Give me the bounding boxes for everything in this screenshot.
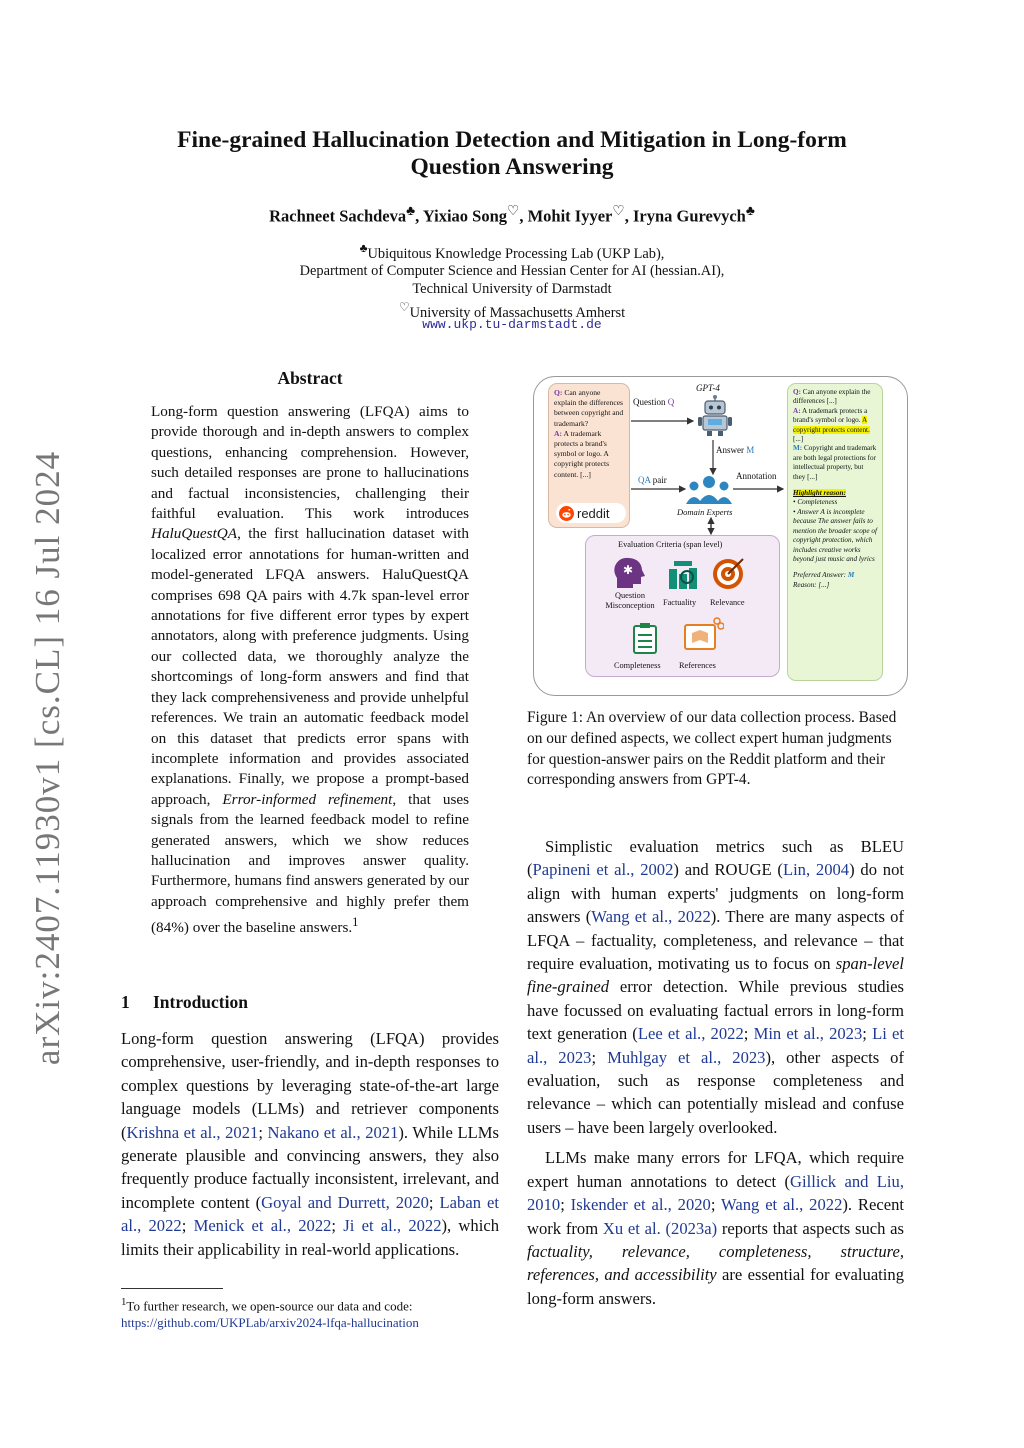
text-run: error detection. While previous studies have focussed on evaluating factual errors in long-form text generation ( bbox=[527, 977, 904, 1044]
citation-link[interactable]: Lee et al., 2022 bbox=[637, 1024, 744, 1044]
criteria-references: References bbox=[679, 661, 716, 670]
citation-link[interactable]: Laban et al., 2022 bbox=[121, 1192, 499, 1236]
dataset-name: HaluQuestQA bbox=[151, 525, 238, 543]
citation-link[interactable]: Muhlgay et al., 2023 bbox=[607, 1047, 766, 1067]
footnote bbox=[121, 1294, 511, 1331]
section-heading bbox=[121, 992, 248, 1013]
author-mark: ♡ bbox=[507, 203, 520, 218]
text-run: ; bbox=[743, 1024, 754, 1044]
author-name: Iryna Gurevych bbox=[632, 206, 746, 226]
reason-bullet: Completeness bbox=[797, 498, 838, 507]
footnote-mark: 1 bbox=[121, 1296, 127, 1308]
text-run: LLMs make many errors for LFQA, which require expert human annotations to detect ( bbox=[527, 1148, 904, 1191]
author-mark: ♣ bbox=[745, 203, 755, 218]
text-run: reports that aspects such as bbox=[717, 1218, 905, 1238]
footnote-text: To further research, we open-source our data and code: bbox=[126, 1298, 413, 1314]
method-name: Error-informed refinement bbox=[222, 790, 393, 808]
citation-link[interactable]: Gillick and Liu, 2010 bbox=[527, 1171, 904, 1215]
footnote-mark[interactable]: 1 bbox=[352, 915, 359, 930]
preferred-answer-label: Preferred Answer: bbox=[793, 571, 847, 580]
a-text: A trademark protects a brand's symbol or logo. A copyright protects content. [...] bbox=[554, 428, 610, 479]
text-run: are essential for evaluating long-form answers. bbox=[527, 1265, 904, 1308]
a-text: A trademark protects a brand's symbol or logo. bbox=[793, 406, 868, 425]
highlighted-span: A copyright protects content. bbox=[793, 416, 870, 434]
citation-link[interactable]: Goyal and Durrett, 2020 bbox=[261, 1192, 429, 1212]
citation-link[interactable]: Krishna et al., 2021 bbox=[126, 1122, 259, 1142]
author-name: Yixiao Song bbox=[422, 206, 508, 226]
text-run: ) do not align with human experts' judgments on long-form answers ( bbox=[527, 860, 905, 927]
text-run: Simplistic evaluation metrics such as BLEU ( bbox=[527, 837, 904, 880]
answer-arrow-label bbox=[716, 445, 754, 455]
question-label: Question bbox=[633, 397, 666, 407]
completeness-icon bbox=[632, 622, 658, 654]
emphasis: span-level fine-grained bbox=[527, 954, 904, 997]
text-run: Long-form question answering (LFQA) provides comprehensive, user-friendly, and in-depth responses to complex questions by leveraging state-of-the-art large language models (LLMs) and retriever components ( bbox=[121, 1029, 499, 1142]
citation-link[interactable]: Li et al., 2023 bbox=[527, 1024, 904, 1067]
answer-label: Answer bbox=[716, 445, 744, 455]
text-run: ), other aspects of evaluation, such as response completeness and relevance – which can potentially mislead and confuse users – have been largely overlooked. bbox=[527, 1047, 904, 1137]
qa-pair-label bbox=[638, 475, 667, 485]
github-link[interactable]: https://github.com/UKPLab/arxiv2024-lfqa-hallucination bbox=[121, 1315, 419, 1331]
affil-mark: ♡ bbox=[398, 299, 410, 314]
text-run: ). Recent work from bbox=[527, 1195, 904, 1238]
figure-caption: Figure 1: An overview of our data collection process. Based on our defined aspects, we collect expert human judgments for question-answer pairs on the Reddit platform and their corresponding answers from GPT-4. bbox=[527, 709, 897, 789]
citation-link[interactable]: Papineni et al., 2002 bbox=[532, 860, 674, 880]
domain-experts-icon bbox=[686, 474, 732, 506]
m-label: M: bbox=[793, 444, 803, 453]
citation-link[interactable]: Nakano et al., 2021 bbox=[267, 1122, 399, 1142]
author-name: Mohit Iyyer bbox=[527, 206, 613, 226]
emphasis: factuality, relevance, completeness, structure, references, and accessibility bbox=[527, 1241, 904, 1285]
affil-line: University of Massachusetts Amherst bbox=[409, 304, 626, 321]
reason-bullet: Answer A is incomplete because The answer fails to mention the broader scope of copyright protection, which includes creative works beyond just music and lyrics bbox=[793, 507, 877, 563]
annotated-answer-box: Q: Can anyone explain the differences [...] A: A trademark protects a brand's symbol or logo. A copyright protects content. [...] M: Copyright and trademark are both legal protections for intellectual property, but they [...] Highlight reason: • Completeness • Answer A is incomplete because The answer fails to mention the broader scope of copyright protection, which includes creative works beyond just music and lyrics Preferred Answer: M Reason: [...] bbox=[787, 383, 883, 681]
section-number: 1 bbox=[121, 992, 130, 1012]
citation-link[interactable]: Xu et al. (2023a) bbox=[602, 1218, 718, 1238]
affil-line: Ubiquitous Knowledge Processing Lab (UKP Lab), bbox=[367, 245, 665, 262]
question-q: Q bbox=[667, 397, 675, 407]
citation-link[interactable]: Ji et al., 2022 bbox=[343, 1216, 442, 1236]
abstract-part: Long-form question answering (LFQA) aims to provide thorough and in-depth answers to complex questions, enhancing comprehension. However, such detailed responses are prone to hallucinations and factual inconsistencies, challenging their faithful evaluation. This work introduces bbox=[151, 403, 469, 523]
paragraph bbox=[527, 1146, 904, 1310]
criteria-question-misconception: Question Misconception bbox=[605, 591, 655, 610]
question-misconception-icon bbox=[611, 556, 645, 590]
q-label: Q: bbox=[793, 388, 801, 396]
criteria-title: Evaluation Criteria (span level) bbox=[618, 540, 723, 549]
gpt-label: GPT-4 bbox=[696, 383, 720, 393]
abstract-text bbox=[151, 402, 469, 939]
author-name: Rachneet Sachdeva bbox=[269, 206, 407, 226]
m-text: Copyright and trademark are both legal protections for intellectual property, but they [...] bbox=[793, 444, 877, 481]
section-title: Introduction bbox=[153, 992, 248, 1012]
factuality-icon bbox=[666, 557, 700, 591]
citation-link[interactable]: Wang et al., 2022 bbox=[721, 1195, 843, 1215]
criteria-factuality: Factuality bbox=[663, 598, 697, 607]
author-mark: ♣ bbox=[406, 203, 416, 218]
lab-url[interactable]: www.ukp.tu-darmstadt.de bbox=[422, 317, 602, 332]
a-label: A: bbox=[554, 428, 563, 438]
text-run: ; bbox=[710, 1195, 722, 1215]
text-run: ; bbox=[331, 1216, 344, 1236]
criteria-relevance: Relevance bbox=[710, 598, 745, 607]
text-run: ). There are many aspects of LFQA – factuality, completeness, and relevance – that require evaluation, motivating us to focus on bbox=[527, 907, 904, 974]
affiliations bbox=[120, 240, 904, 322]
reason-label: Reason: [...] bbox=[793, 580, 830, 589]
citation-link[interactable]: Lin, 2004 bbox=[782, 860, 850, 880]
preferred-answer-value: M bbox=[847, 571, 855, 580]
author-mark: ♡ bbox=[612, 203, 625, 218]
arxiv-stamp: arXiv:2407.11930v1 [cs.CL] 16 Jul 2024 bbox=[28, 450, 67, 1066]
text-run: ; bbox=[862, 1024, 873, 1044]
annotation-label: Annotation bbox=[736, 471, 777, 481]
affil-line: Technical University of Darmstadt bbox=[412, 280, 612, 297]
text-run: ; bbox=[258, 1122, 268, 1142]
abstract-heading: Abstract bbox=[277, 368, 343, 388]
q-text: Can anyone explain the differences between copyright and trademark? bbox=[554, 388, 624, 428]
affil-line: Department of Computer Science and Hessian Center for AI (hessian.AI), bbox=[299, 263, 725, 280]
text-run: ) and ROUGE ( bbox=[673, 860, 783, 880]
text-run: ). While LLMs generate plausible and convincing answers, they also frequently produce factually inconsistent, irrelevant, and incomplete content ( bbox=[121, 1122, 499, 1212]
svg-text:✱: ✱ bbox=[623, 563, 634, 577]
text-run: ; bbox=[181, 1216, 194, 1236]
criteria-completeness: Completeness bbox=[614, 661, 661, 670]
highlight-reason-title: Highlight reason: bbox=[793, 489, 846, 498]
paragraph bbox=[527, 835, 904, 1139]
paper-title bbox=[120, 127, 904, 181]
title-line-2: Question Answering bbox=[410, 154, 614, 180]
text-run: ; bbox=[428, 1192, 440, 1212]
domain-experts-label: Domain Experts bbox=[677, 507, 733, 517]
q-label: Q: bbox=[554, 388, 563, 397]
citation-link[interactable]: Menick et al., 2022 bbox=[193, 1216, 332, 1236]
footnote-rule bbox=[121, 1288, 223, 1289]
abstract-part: , that uses signals from the learned feedback model to refine generated answers, which we show reduces hallucination and improves answer quality. Furthermore, humans find answers generated by our approach comprehensive and highly prefer them (84%) over the baseline answers. bbox=[151, 790, 469, 937]
question-arrow-label bbox=[633, 397, 674, 407]
pair-label: pair bbox=[652, 475, 667, 485]
abstract-part: , the first hallucination dataset with localized error annotations for human-written and model-generated LFQA answers. HaluQuestQA comprises 698 QA pairs with 4.7k span-level error annotations for five different error types by expert annotators, along with preference judgments. Using our collected data, we thoroughly analyze the shortcomings of long-form answers and find that they lack comprehensiveness and provide unhelpful references. We train an automatic feedback model on this dataset that predicts error spans with incomplete information and provides associated explanations. Finally, we propose a prompt-based approach, bbox=[151, 525, 469, 808]
relevance-icon bbox=[712, 556, 746, 590]
reddit-wordmark: reddit bbox=[577, 505, 610, 521]
citation-link[interactable]: Iskender et al., 2020 bbox=[570, 1195, 711, 1215]
text-run: ; bbox=[591, 1047, 608, 1067]
text-run: ; bbox=[560, 1195, 571, 1215]
qa-label: QA bbox=[638, 475, 651, 485]
q-text: Can anyone explain the differences [...] bbox=[793, 388, 871, 406]
a-text-end: [...] bbox=[793, 435, 804, 444]
citation-link[interactable]: Wang et al., 2022 bbox=[591, 907, 711, 927]
title-line-1: Fine-grained Hallucination Detection and Mitigation in Long-form bbox=[177, 127, 847, 153]
references-icon bbox=[684, 616, 724, 654]
author-list: Rachneet Sachdeva♣, Yixiao Song♡, Mohit Iyyer♡, Iryna Gurevych♣ bbox=[269, 203, 755, 226]
right-column bbox=[527, 835, 904, 1310]
affil-mark: ♣ bbox=[359, 241, 368, 255]
a-label: A: bbox=[793, 406, 801, 415]
text-run: ), which limits their applicability in real-world applications. bbox=[121, 1216, 499, 1259]
citation-link[interactable]: Min et al., 2023 bbox=[753, 1024, 863, 1044]
answer-m: M bbox=[746, 445, 755, 455]
intro-paragraph bbox=[121, 1027, 499, 1261]
